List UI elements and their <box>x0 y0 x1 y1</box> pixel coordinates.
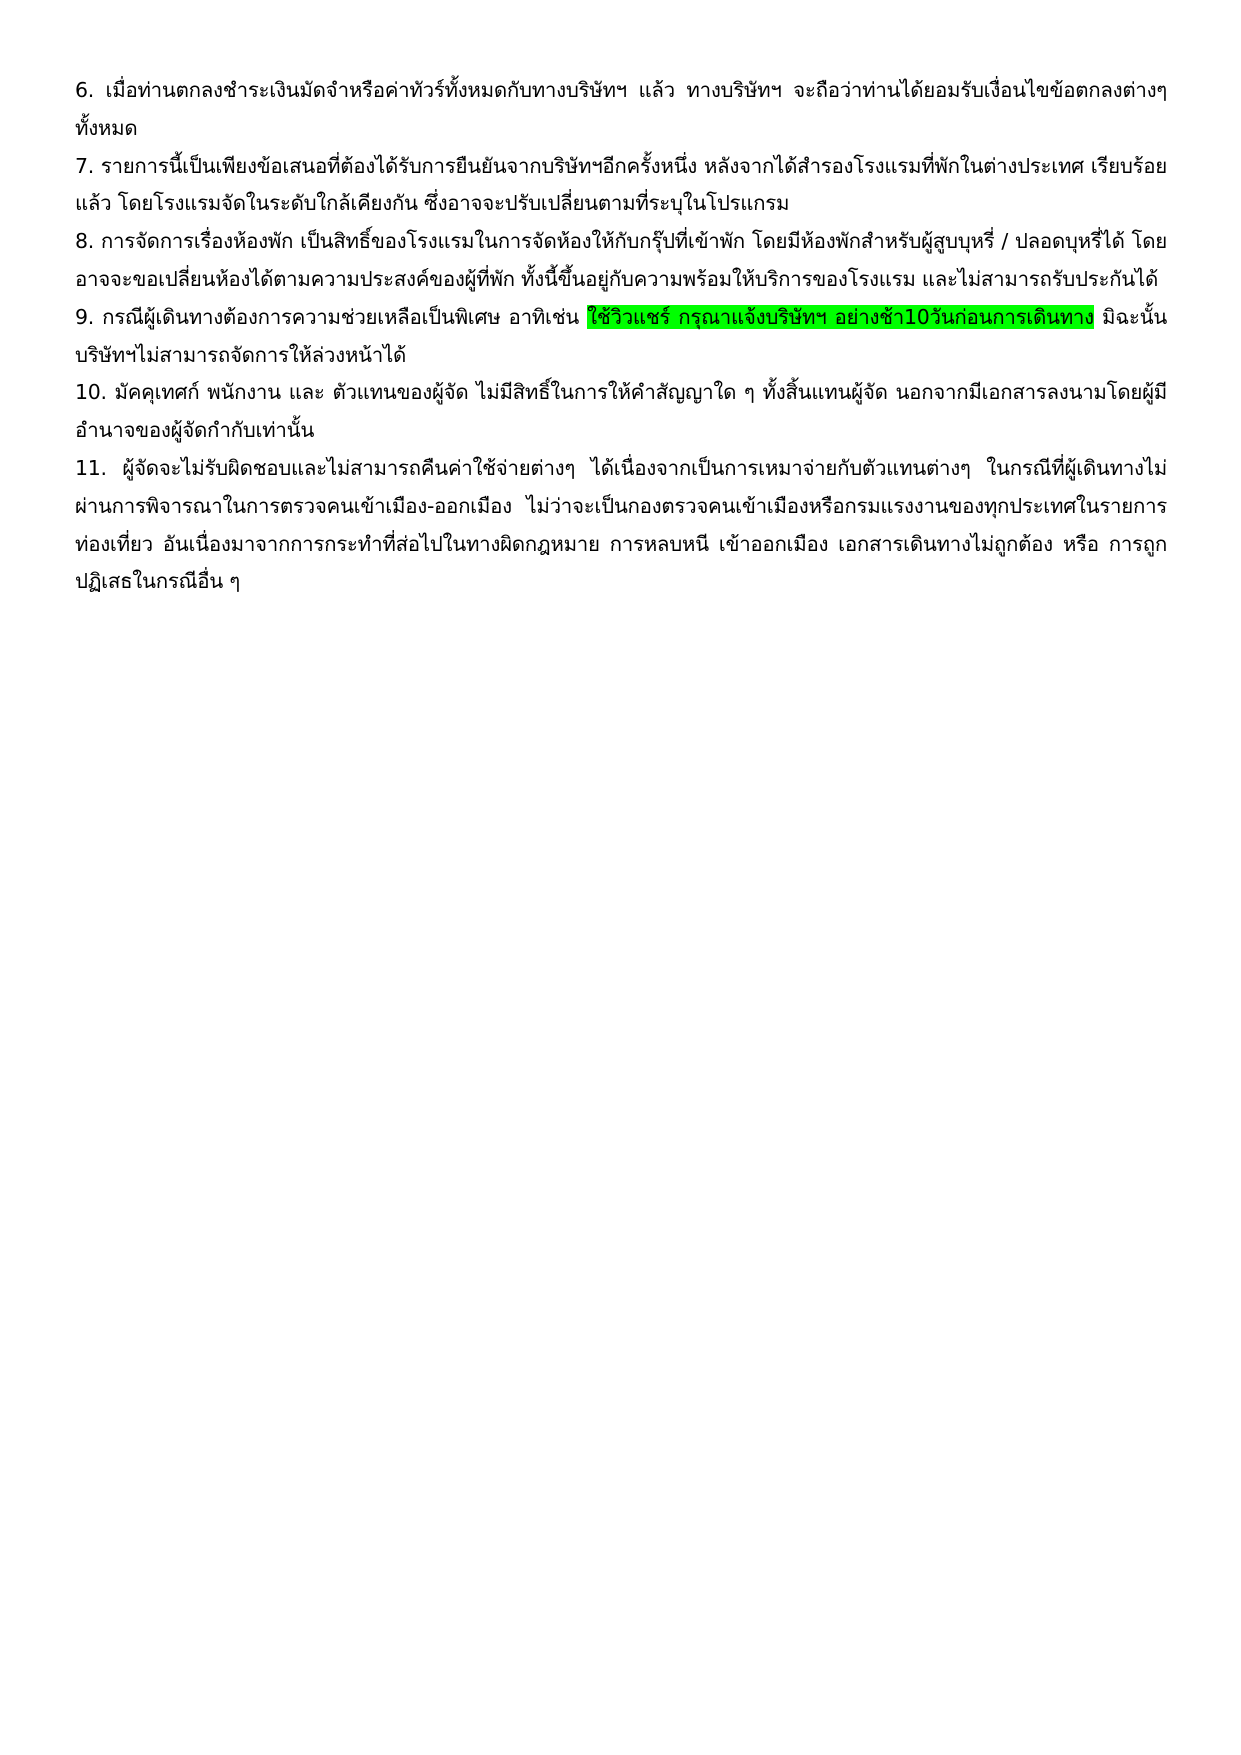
clause-9-text-before: 9. กรณีผู้เดินทางต้องการความช่วยเหลือเป็นพิเศษ อาทิเช่น <box>75 304 588 329</box>
clause-7: 7. รายการนี้เป็นเพียงข้อเสนอที่ต้องได้รับการยืนยันจากบริษัทฯอีกครั้งหนึ่ง หลังจากได้สำรองโรงแรมที่พักในต่างประเทศ เรียบร้อยแล้ว โดยโรงแรมจัดในระดับใกล้เคียงกัน ซึ่งอาจจะปรับเปลี่ยนตามที่ระบุในโปรแกรม <box>75 153 1167 216</box>
clause-10: 10. มัคคุเทศก์ พนักงาน และ ตัวแทนของผู้จัด ไม่มีสิทธิ์ในการให้คำสัญญาใด ๆ ทั้งสิ้นแทนผู้จัด นอกจากมีเอกสารลงนามโดยผู้มีอำนาจของผู้จัดกำกับเท่านั้น <box>75 380 1167 443</box>
clause-8: 8. การจัดการเรื่องห้องพัก เป็นสิทธิ์ของโรงแรมในการจัดห้องให้กับกรุ๊ปที่เข้าพัก โดยมีห้องพักสำหรับผู้สูบบุหรี่ / ปลอดบุหรี่ได้ โดยอาจจะขอเปลี่ยนห้องได้ตามความประสงค์ของผู้ที่พัก ทั้งนี้ขึ้นอยู่กับความพร้อมให้บริการของโรงแรม และไม่สามารถรับประกันได้ <box>75 229 1167 291</box>
clause-11: 11. ผู้จัดจะไม่รับผิดชอบและไม่สามารถคืนค่าใช้จ่ายต่างๆ ได้เนื่องจากเป็นการเหมาจ่ายกับตัวแทนต่างๆ ในกรณีที่ผู้เดินทางไม่ผ่านการพิจารณาในการตรวจคนเข้าเมือง-ออกเมือง ไม่ว่าจะเป็นกองตรวจคนเข้าเมืองหรือกรมแรงงานของทุกประเทศในรายการท่องเที่ยว อันเนื่องมาจากการกระทำที่ส่อไปในทางผิดกฎหมาย การหลบหนี เข้าออกเมือง เอกสารเดินทางไม่ถูกต้อง หรือ การถูกปฏิเสธในกรณีอื่น ๆ <box>75 455 1167 594</box>
clause-9-highlighted-text: ใช้วิวแชร์ กรุณาแจ้งบริษัทฯ อย่างช้า10วันก่อนการเดินทาง <box>587 304 1094 329</box>
terms-conditions-list <box>75 72 1167 601</box>
clause-9-text-after: มิฉะนั้น บริษัทฯไม่สามารถจัดการให้ล่วงหน้าได้ <box>75 304 1167 367</box>
clause-9 <box>75 299 1167 375</box>
clause-6: 6. เมื่อท่านตกลงชำระเงินมัดจำหรือค่าทัวร์ทั้งหมดกับทางบริษัทฯ แล้ว ทางบริษัทฯ จะถือว่าท่านได้ยอมรับเงื่อนไขข้อตกลงต่างๆ ทั้งหมด <box>75 78 1167 140</box>
